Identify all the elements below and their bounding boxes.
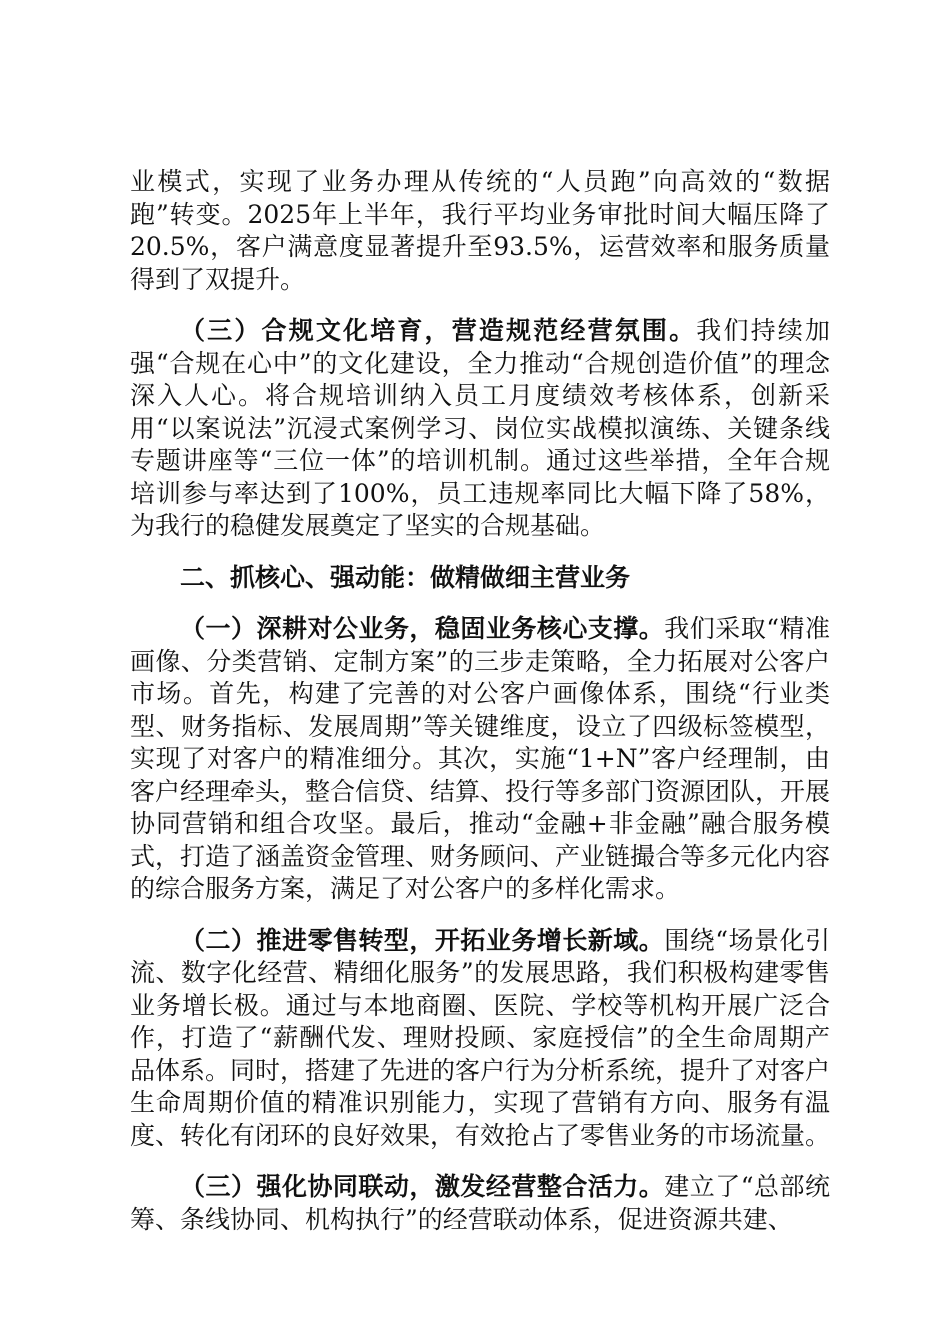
paragraph-text: 我们采取“精准画像、分类营销、定制方案”的三步走策略，全力拓展对公客户市场。首先，构建了完善的对公客户画像体系，围绕“行业类型、财务指标、发展周期”等关键维度，设立了四级标签模型，实现了对客户的精准细分。其次，实施“1+N”客户经理制，由客户经理牵头，整合信贷、结算、投行等多部门资源团队，开展协同营销和组合攻坚。最后，推动“金融+非金融”融合服务模式，打造了涵盖资金管理、财务顾问、产业链撮合等多元化内容的综合服务方案，满足了对公客户的多样化需求。: [130, 614, 831, 903]
paragraph-text: 建立了“总部统筹、条线协同、机构执行”的经营联动体系，促进资源共建、: [130, 1172, 830, 1234]
paragraph-lead: （一）深耕对公业务，稳固业务核心支撑。: [180, 614, 665, 643]
paragraph-lead: （三）合规文化培育，营造规范经营氛围。: [180, 316, 697, 345]
document-body: [130, 166, 830, 1255]
paragraph-lead: （二）推进零售转型，开拓业务增长新域。: [180, 925, 665, 955]
paragraph-compliance-culture: [130, 315, 830, 543]
paragraph-retail-transformation: [130, 925, 830, 1153]
paragraph-corporate-business: [130, 613, 830, 906]
paragraph-collaboration: [130, 1171, 830, 1236]
paragraph-lead: （三）强化协同联动，激发经营整合活力。: [180, 1172, 665, 1201]
paragraph-text: 业模式，实现了业务办理从传统的“人员跑”向高效的“数据跑”转变。2025年上半年，我行平均业务审批时间大幅压降了20.5%，客户满意度显著提升至93.5%，运营效率和服务质量得到了双提升。: [130, 167, 830, 294]
paragraph-text: 我们持续加强“合规在心中”的文化建设，全力推动“合规创造价值”的理念深入人心。将合规培训纳入员工月度绩效考核体系，创新采用“以案说法”沉浸式案例学习、岗位实战模拟演练、关键条线专题讲座等“三位一体”的培训机制。通过这些举措，全年合规培训参与率达到了100%，员工违规率同比大幅下降了58%，为我行的稳健发展奠定了坚实的合规基础。: [130, 316, 830, 540]
section-heading: 二、抓核心、强动能：做精做细主营业务: [180, 562, 631, 592]
paragraph-continued-operations: [130, 166, 830, 296]
paragraph-text: 围绕“场景化引流、数字化经营、精细化服务”的发展思路，我们积极构建零售业务增长极。通过与本地商圈、医院、学校等机构开展广泛合作，打造了“薪酬代发、理财投顾、家庭授信”的全生命周期产品体系。同时，搭建了先进的客户行为分析系统，提升了对客户生命周期价值的精准识别能力，实现了营销有方向、服务有温度、转化有闭环的良好效果，有效抢占了零售业务的市场流量。: [130, 925, 831, 1150]
